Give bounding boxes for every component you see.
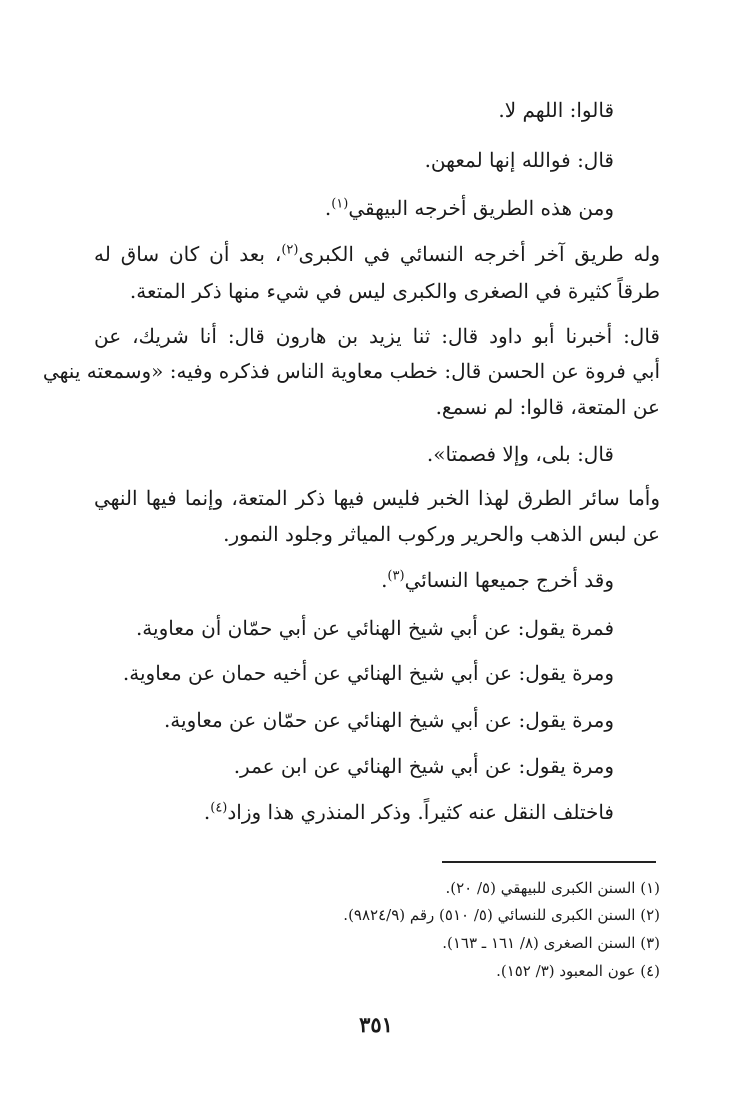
line-text: قال: فوالله إنها لمعهن. [424,148,614,172]
text-line-9 [427,440,614,468]
line-text: عن لبس الذهب والحرير وركوب المياثر وجلود النمور. [223,522,660,546]
footnote-marker: (١) [331,196,349,212]
text-line-17 [204,798,614,826]
page-number: ٣٥١ [359,1012,393,1037]
line-text-tail: . [381,568,388,592]
text-line-11 [223,520,660,548]
footnote-marker: (٢) [281,242,299,258]
footnote-2: (٢) السنن الكبرى للنسائي (٥/ ٥١٠) رقم (٩٨٢٤/٩). [343,906,660,924]
footnote-3: (٣) السنن الصغرى (٨/ ١٦١ ـ ١٦٣). [442,934,660,952]
line-text: وأما سائر الطرق لهذا الخبر فليس فيها ذكر المتعة، وإنما فيها النهي [94,486,660,510]
text-line-13 [136,614,614,642]
footnote-4: (٤) عون المعبود (٣/ ١٥٢). [496,962,660,980]
text-line-15 [164,706,614,734]
line-text: وله طريق آخر أخرجه النسائي في الكبرى [298,242,660,266]
text-line-3 [325,194,614,222]
footnote-1: (١) السنن الكبرى للبيهقي (٥/ ٢٠). [445,879,660,897]
line-text: طرقاً كثيرة في الصغرى والكبرى ليس في شيء منها ذكر المتعة. [129,279,660,303]
line-text: قال: أخبرنا أبو داود قال: ثنا يزيد بن هارون قال: أنا شريك، عن [94,324,660,348]
footnote-marker: (٤) [210,800,228,816]
text-line-5 [130,277,660,305]
text-line-2 [425,146,614,174]
line-text: قال: بلى، وإلا فصمتا». [426,442,614,466]
line-text: فمرة يقول: عن أبي شيخ الهنائي عن أبي حمّان أن معاوية. [135,616,614,640]
text-line-4 [94,240,660,268]
text-line-8 [436,393,660,421]
line-text: ومرة يقول: عن أبي شيخ الهنائي عن حمّان عن معاوية. [163,708,614,732]
line-text-tail: . [324,196,332,220]
line-text: فاختلف النقل عنه كثيراً. وذكر المنذري هذا وزاد [227,800,614,824]
text-line-10 [94,484,660,512]
line-text: قالوا: اللهم لا. [498,98,614,122]
line-text: أبي فروة عن الحسن قال: خطب معاوية الناس فذكره وفيه: «وسمعته ينهي [42,359,660,383]
line-text: عن المتعة، قالوا: لم نسمع. [435,395,660,419]
line-text: وقد أخرج جميعها النسائي [404,568,614,592]
line-text: ومرة يقول: عن أبي شيخ الهنائي عن ابن عمر. [233,754,614,778]
line-text-tail: . [203,800,211,824]
text-line-14 [123,659,614,687]
text-line-7 [42,357,660,385]
line-text: ومن هذه الطريق أخرجه البيهقي [348,196,614,220]
footnote-marker: (٣) [387,568,405,584]
line-text-tail: ، بعد أن كان ساق له [94,242,282,266]
text-line-12 [381,566,614,594]
line-text: ومرة يقول: عن أبي شيخ الهنائي عن أخيه حمان عن معاوية. [122,661,614,685]
text-line-16 [234,752,614,780]
text-line-6 [94,322,660,350]
text-line-1 [498,96,614,124]
footnote-divider [442,861,656,863]
